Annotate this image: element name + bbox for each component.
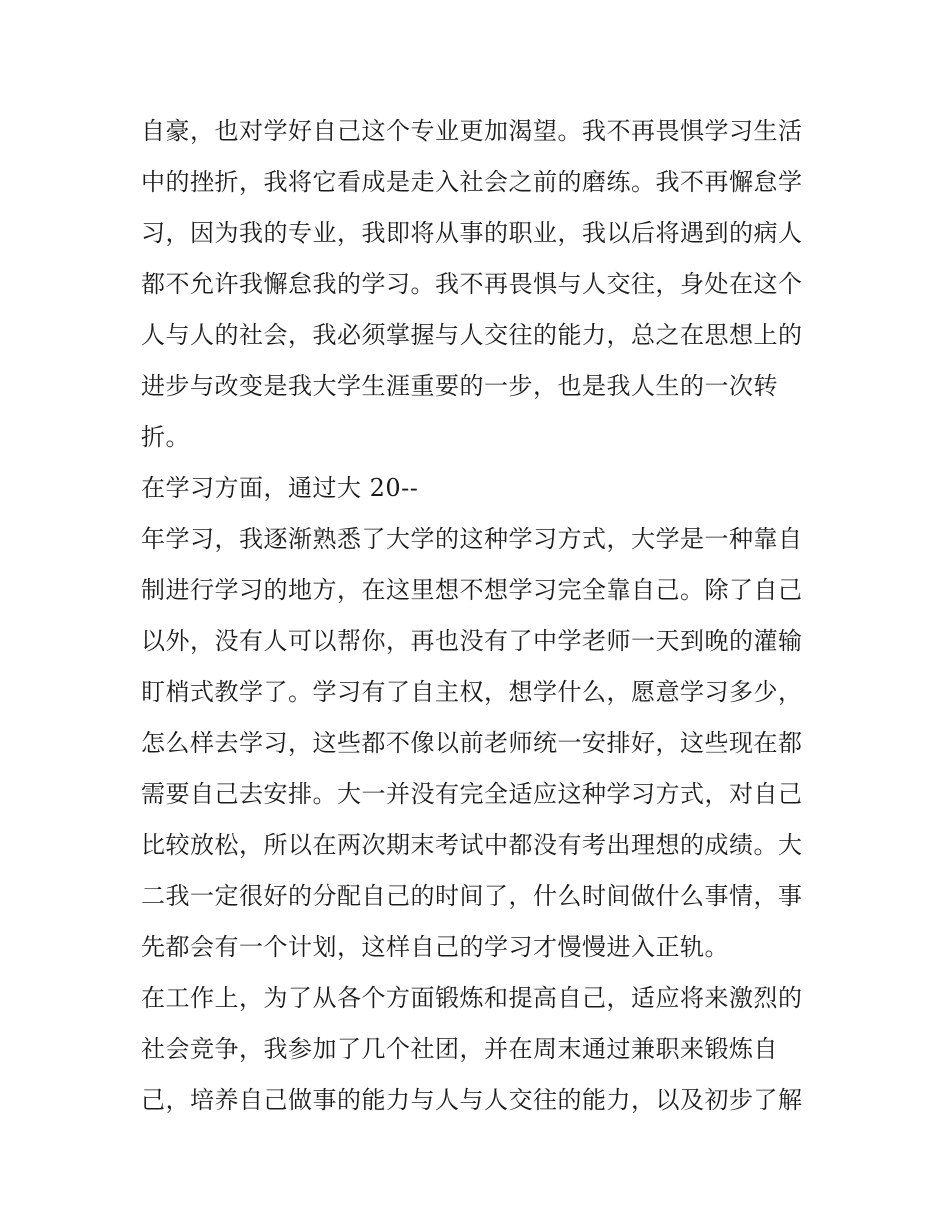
text-line: 年学习，我逐渐熟悉了大学的这种学习方式，大学是一种靠自 [141,525,803,553]
body-text [141,106,821,1126]
text-line: 在学习方面，通过大 20-- [141,474,419,502]
text-line: 习，因为我的专业，我即将从事的职业，我以后将遇到的病人 [141,219,803,247]
text-line: 都不允许我懈怠我的学习。我不再畏惧与人交往，身处在这个 [141,270,803,298]
text-line: 比较放松，所以在两次期末考试中都没有考出理想的成绩。大 [141,831,803,859]
text-line: 人与人的社会，我必须掌握与人交往的能力，总之在思想上的 [141,321,803,349]
text-line: 盯梢式教学了。学习有了自主权，想学什么，愿意学习多少， [141,678,803,706]
text-line: 需要自己去安排。大一并没有完全适应这种学习方式，对自己 [141,780,803,808]
text-line: 制进行学习的地方，在这里想不想学习完全靠自己。除了自己 [141,576,803,604]
text-line: 社会竞争，我参加了几个社团，并在周末通过兼职来锻炼自 [141,1035,778,1063]
text-line: 己，培养自己做事的能力与人与人交往的能力，以及初步了解 [141,1086,803,1114]
text-line: 进步与改变是我大学生涯重要的一步，也是我人生的一次转 [141,372,778,400]
text-line: 二我一定很好的分配自己的时间了，什么时间做什么事情，事 [141,882,803,910]
text-line: 怎么样去学习，这些都不像以前老师统一安排好，这些现在都 [141,729,803,757]
text-line: 在工作上，为了从各个方面锻炼和提高自己，适应将来激烈的 [141,984,803,1012]
text-line: 以外，没有人可以帮你，再也没有了中学老师一天到晚的灌输 [141,627,803,655]
text-line: 中的挫折，我将它看成是走入社会之前的磨练。我不再懈怠学 [141,168,803,196]
text-line: 先都会有一个计划，这样自己的学习才慢慢进入正轨。 [141,933,729,961]
text-line: 折。 [141,423,190,451]
text-line: 自豪，也对学好自己这个专业更加渴望。我不再畏惧学习生活 [141,117,803,145]
